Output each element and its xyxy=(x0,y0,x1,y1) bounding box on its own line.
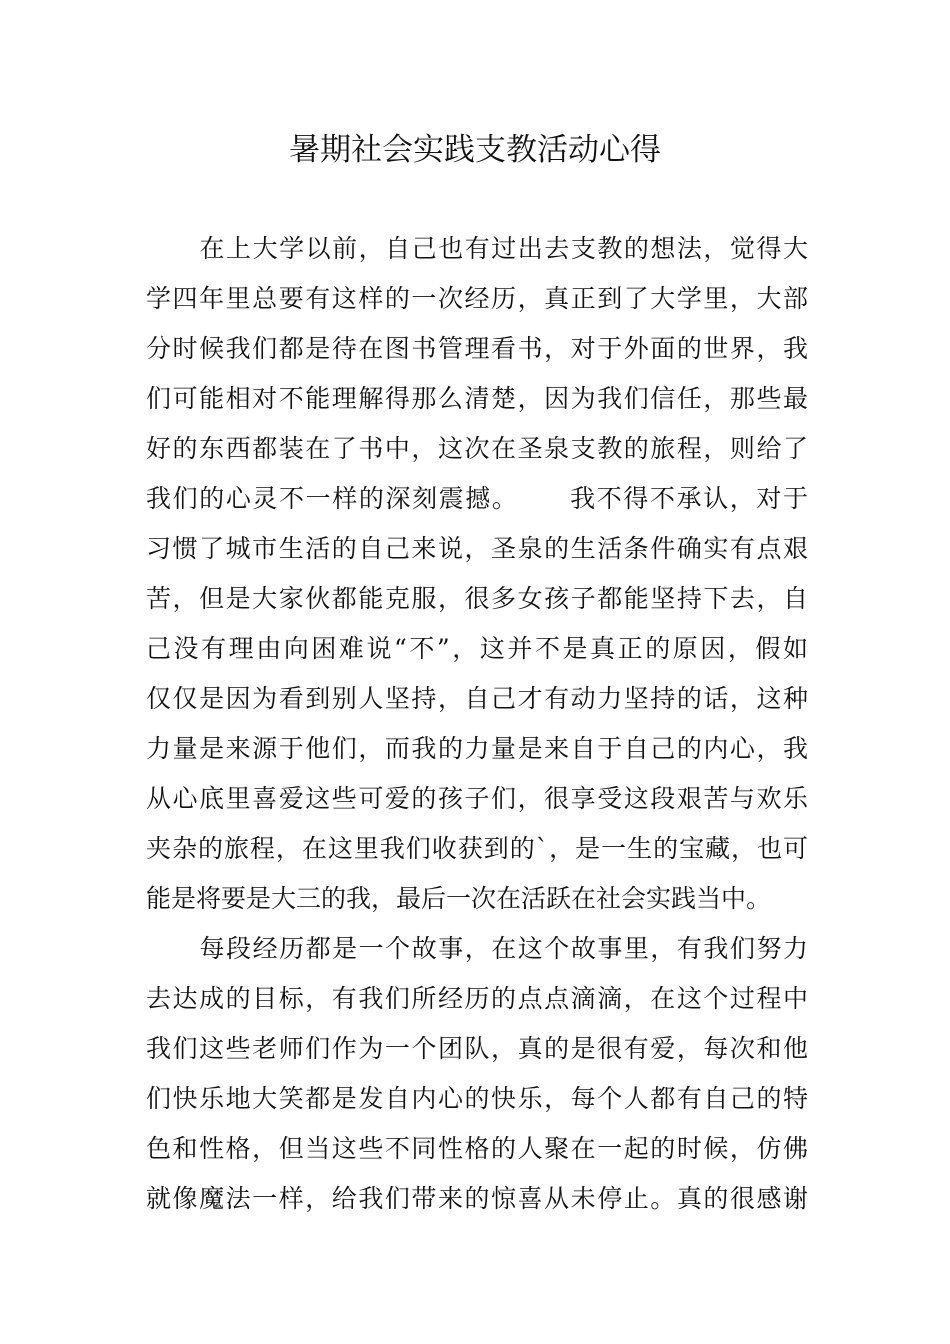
text-line: 就像魔法一样，给我们带来的惊喜从未停止。真的很感谢 xyxy=(146,1184,808,1213)
text-line xyxy=(146,924,808,974)
text-line-content: 每段经历都是一个故事，在这个故事里，有我们努力 xyxy=(198,934,808,963)
text-line: 我们这些老师们作为一个团队，真的是很有爱，每次和他 xyxy=(146,1034,808,1063)
text-line: 夹杂的旅程，在这里我们收获到的`，是一生的宝藏，也可 xyxy=(146,834,808,863)
text-line: 力量是来源于他们，而我的力量是来自于自己的内心，我 xyxy=(146,734,808,763)
text-line: 们快乐地大笑都是发自内心的快乐，每个人都有自己的特 xyxy=(146,1084,808,1113)
text-line: 能是将要是大三的我，最后一次在活跃在社会实践当中。 xyxy=(146,884,772,913)
text-line: 分时候我们都是待在图书管理看书，对于外面的世界，我 xyxy=(146,334,808,363)
text-line xyxy=(146,474,808,524)
text-line: 从心底里喜爱这些可爱的孩子们，很享受这段艰苦与欢乐 xyxy=(146,784,808,813)
text-line: 己没有理由向困难说“不”，这并不是真正的原因，假如 xyxy=(146,634,808,663)
text-line: 色和性格，但当这些不同性格的人聚在一起的时候，仿佛 xyxy=(146,1134,808,1163)
paragraph-1 xyxy=(146,224,808,924)
text-line: 苦，但是大家伙都能克服，很多女孩子都能坚持下去，自 xyxy=(146,584,808,613)
document-body xyxy=(146,224,808,1224)
text-line-content: 我不得不承认，对于 xyxy=(568,484,808,513)
text-line: 习惯了城市生活的自己来说，圣泉的生活条件确实有点艰 xyxy=(146,534,808,563)
text-line: 们可能相对不能理解得那么清楚，因为我们信任，那些最 xyxy=(146,384,808,413)
text-line-content: 我们的心灵不一样的深刻震撼。 xyxy=(146,484,519,513)
paragraph-2 xyxy=(146,924,808,1224)
document-title: 暑期社会实践支教活动心得 xyxy=(289,132,661,168)
text-line-content: 在上大学以前，自己也有过出去支教的想法，觉得大 xyxy=(198,234,808,263)
text-line: 仅仅是因为看到别人坚持，自己才有动力坚持的话，这种 xyxy=(146,684,808,713)
text-line: 学四年里总要有这样的一次经历，真正到了大学里，大部 xyxy=(146,284,808,313)
text-line: 好的东西都装在了书中，这次在圣泉支教的旅程，则给了 xyxy=(146,434,808,463)
text-line xyxy=(146,224,808,274)
text-line: 去达成的目标，有我们所经历的点点滴滴，在这个过程中 xyxy=(146,984,808,1013)
